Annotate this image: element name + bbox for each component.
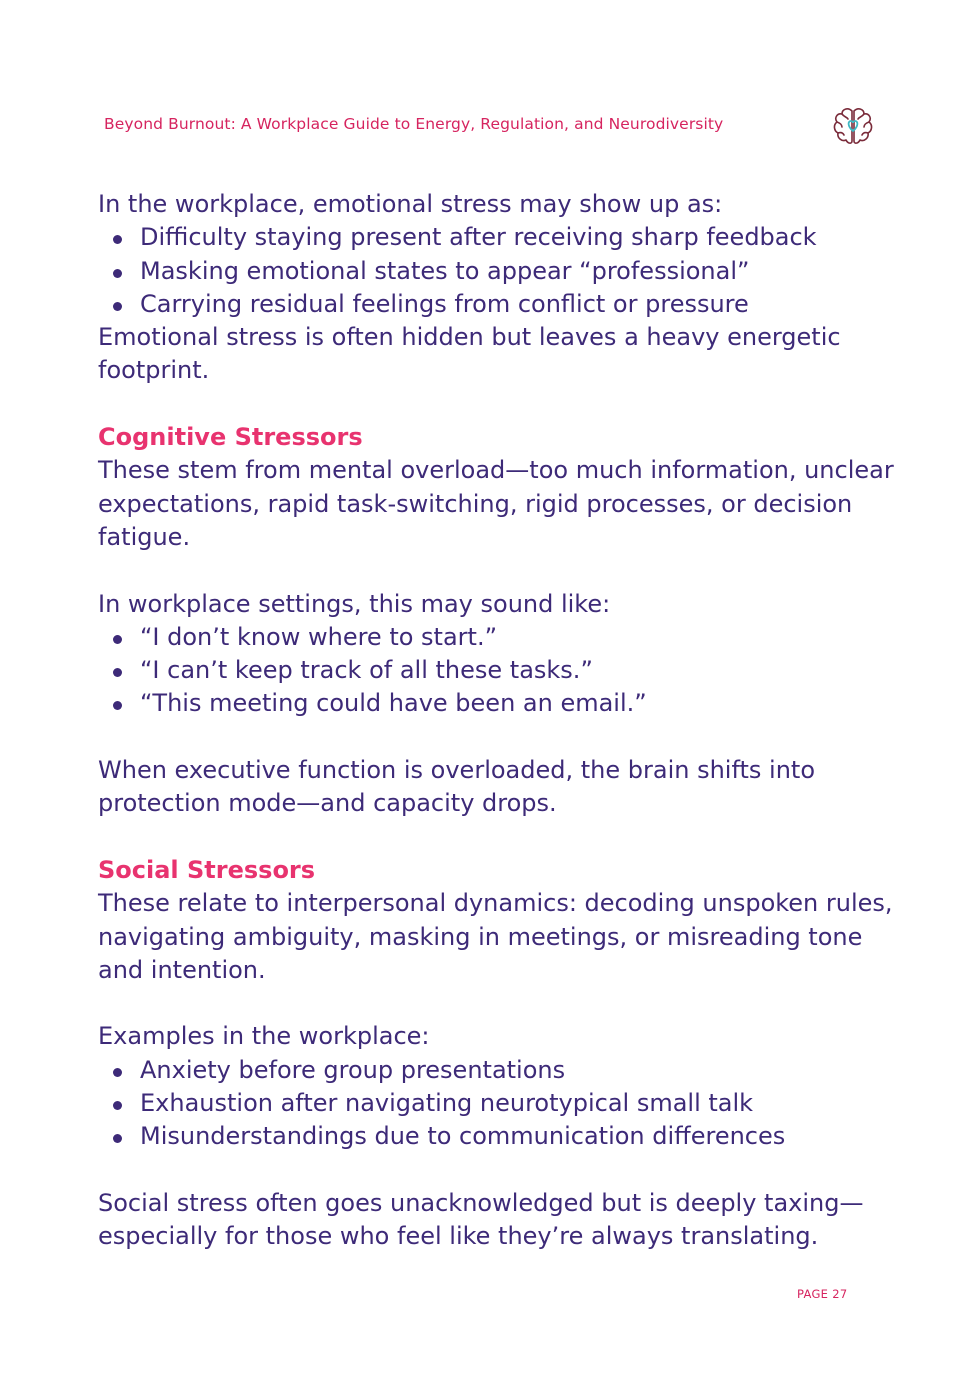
- list-item: “I can’t keep track of all these tasks.”: [98, 654, 898, 687]
- page-number: PAGE 27: [797, 1287, 848, 1301]
- emotional-intro: In the workplace, emotional stress may show up as:: [98, 190, 723, 218]
- list-item: Masking emotional states to appear “professional”: [98, 255, 898, 288]
- social-summary: Social stress often goes unacknowledged but is deeply taxing—especially for those who feel like they’re always translating.: [98, 1188, 864, 1251]
- section-heading-social: Social Stressors: [98, 855, 316, 884]
- social-intro: Examples in the workplace:: [98, 1022, 430, 1051]
- cognitive-description: These stem from mental overload—too much information, unclear expectations, rapid task-switching, rigid processes, or decision fatigue.: [98, 456, 894, 551]
- social-description: These relate to interpersonal dynamics: decoding unspoken rules, navigating ambiguity, masking in meetings, or misreading tone and intention.: [98, 889, 893, 984]
- page-body: [98, 188, 898, 1254]
- emotional-list: [98, 221, 898, 321]
- list-item: “I don’t know where to start.”: [98, 621, 898, 654]
- section-heading-cognitive: Cognitive Stressors: [98, 423, 363, 452]
- list-item: Carrying residual feelings from conflict or pressure: [98, 288, 898, 321]
- list-item: Difficulty staying present after receiving sharp feedback: [98, 221, 898, 254]
- social-list: [98, 1054, 898, 1154]
- cognitive-list: [98, 621, 898, 721]
- document-title: Beyond Burnout: A Workplace Guide to Energy, Regulation, and Neurodiversity: [104, 115, 724, 133]
- list-item: Anxiety before group presentations: [98, 1054, 898, 1087]
- list-item: Misunderstandings due to communication differences: [98, 1120, 898, 1153]
- list-item: Exhaustion after navigating neurotypical small talk: [98, 1087, 898, 1120]
- cognitive-intro: In workplace settings, this may sound like:: [98, 589, 611, 618]
- emotional-summary: Emotional stress is often hidden but leaves a heavy energetic footprint.: [98, 323, 841, 385]
- brain-heart-icon: [832, 106, 874, 146]
- list-item: “This meeting could have been an email.”: [98, 687, 898, 720]
- cognitive-summary: When executive function is overloaded, the brain shifts into protection mode—and capacity drops.: [98, 756, 815, 818]
